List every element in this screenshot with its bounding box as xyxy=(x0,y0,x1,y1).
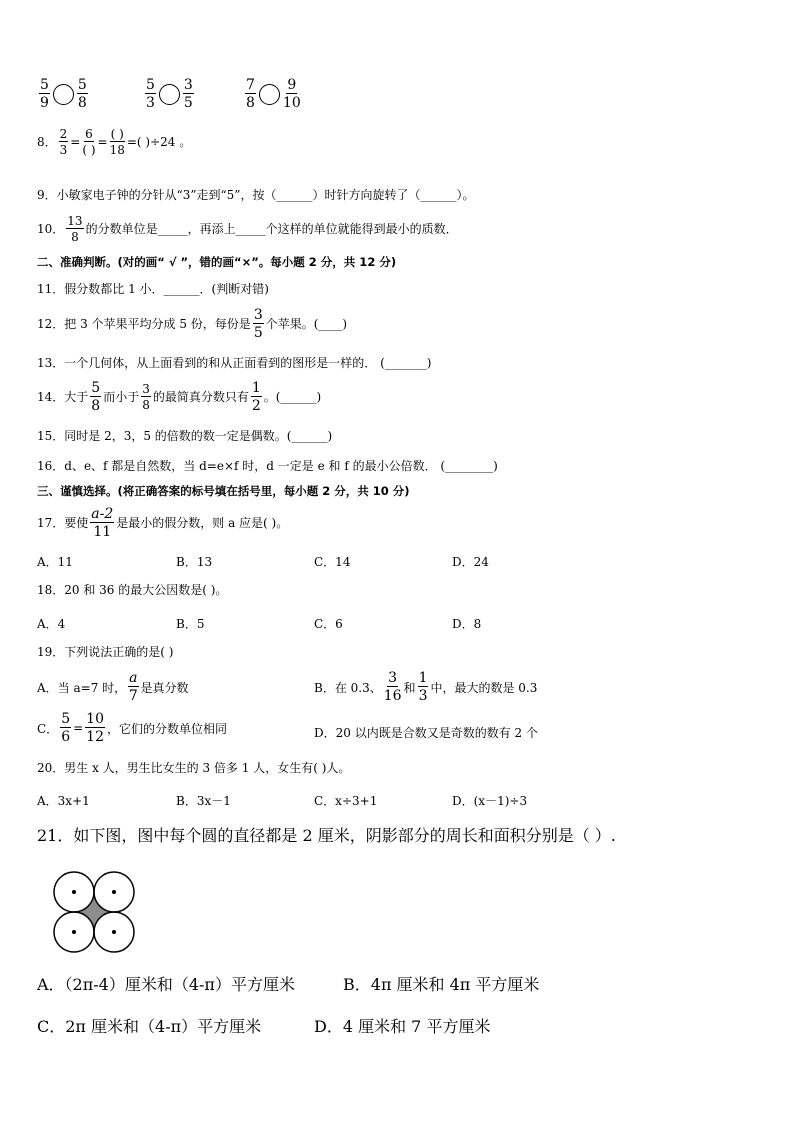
center-dot xyxy=(72,930,76,934)
q19-option-b[interactable]: B．在 0.3、 $\frac{3}{16}$ 和 $\frac{1}{3}$ 中，最大的数是 0.3 xyxy=(314,670,538,704)
q20-option-b[interactable]: B．3x－1 xyxy=(176,794,231,808)
q21-option-b[interactable]: B．4π 厘米和 4π 平方厘米 xyxy=(343,975,540,994)
q18-option-d[interactable]: D．8 xyxy=(452,617,482,631)
question-19: 19．下列说法正确的是( ) xyxy=(37,645,174,659)
center-dot xyxy=(72,890,76,894)
q18-option-a[interactable]: A．4 xyxy=(37,617,66,631)
q20-option-c[interactable]: C．x÷3+1 xyxy=(314,794,378,808)
q17-option-a[interactable]: A．11 xyxy=(37,555,73,569)
center-dot xyxy=(112,930,116,934)
question-9: 9．小敏家电子钟的分针从“3”走到“5”，按（______）时针方向旋转了（______）。 xyxy=(37,188,475,202)
question-12: 12．把 3 个苹果平均分成 5 份，每份是 $\frac{3}{5}$ 个苹果。(____) xyxy=(37,307,348,341)
compare-circle[interactable] xyxy=(259,84,280,105)
question-20: 20．男生 x 人，男生比女生的 3 倍多 1 人，女生有( )人。 xyxy=(37,761,351,775)
q17-option-b[interactable]: B．13 xyxy=(176,555,213,569)
section-2-heading: 二、准确判断。(对的画“ √ ”，错的画“×”。每小题 2 分，共 12 分) xyxy=(37,255,397,269)
q18-option-c[interactable]: C．6 xyxy=(314,617,343,631)
question-10: 10． $\frac{13}{8}$ 的分数单位是_____，再添上_____个这样的单位就能得到最小的质数． xyxy=(37,214,458,244)
compare-row-c: $\frac{7}{8}$ $\frac{9}{10}$ xyxy=(246,77,301,111)
question-16: 16．d、e、f 都是自然数，当 d=e×f 时，d 一定是 e 和 f 的最小公倍数． (________) xyxy=(37,459,498,473)
q21-option-d[interactable]: D．4 厘米和 7 平方厘米 xyxy=(314,1017,491,1036)
q17-option-c[interactable]: C．14 xyxy=(314,555,351,569)
q18-option-b[interactable]: B．5 xyxy=(176,617,205,631)
section-3-heading: 三、谨慎选择。(将正确答案的标号填在括号里，每小题 2 分，共 10 分) xyxy=(37,484,410,498)
q17-option-d[interactable]: D．24 xyxy=(452,555,489,569)
question-8: 8． $\frac{2}{3}$ = $\frac{6}{( )}$ = $\frac{( )}{18}$ =( )÷24 。 xyxy=(37,127,192,157)
q21-option-a[interactable]: A．（2π-4）厘米和（4-π）平方厘米 xyxy=(37,975,295,994)
question-18: 18．20 和 36 的最大公因数是( )。 xyxy=(37,583,228,597)
q19-option-d[interactable]: D．20 以内既是合数又是奇数的数有 2 个 xyxy=(314,726,538,740)
question-14: 14．大于 $\frac{5}{8}$ 而小于 $\frac{3}{8}$ 的最简真分数只有 $\frac{1}{2}$ 。(______) xyxy=(37,380,322,414)
four-circles-figure xyxy=(50,868,140,958)
center-dot xyxy=(112,890,116,894)
compare-row-b: $\frac{5}{3}$ $\frac{3}{5}$ xyxy=(146,77,193,111)
question-15: 15．同时是 2，3，5 的倍数的数一定是偶数。(______) xyxy=(37,429,333,443)
q19-option-c[interactable]: C． $\frac{5}{6}$ = $\frac{10}{12}$ ，它们的分数单位相同 xyxy=(37,711,228,745)
compare-circle[interactable] xyxy=(53,84,74,105)
q19-option-a[interactable]: A．当 a=7 时， $\frac{a}{7}$ 是真分数 xyxy=(37,670,189,704)
question-13: 13．一个几何体，从上面看到的和从正面看到的图形是一样的． (_______) xyxy=(37,356,432,370)
question-21: 21．如下图，图中每个圆的直径都是 2 厘米，阴影部分的周长和面积分别是（ ）. xyxy=(37,826,616,845)
q20-option-a[interactable]: A．3x+1 xyxy=(37,794,90,808)
compare-row-a: $\frac{5}{9}$ $\frac{5}{8}$ xyxy=(40,77,87,111)
q21-option-c[interactable]: C．2π 厘米和（4-π）平方厘米 xyxy=(37,1017,262,1036)
question-17: 17．要使 $\frac{a-2}{11}$ 是最小的假分数，则 a 应是( )。 xyxy=(37,506,289,540)
q20-option-d[interactable]: D．(x－1)÷3 xyxy=(452,794,528,808)
question-11: 11．假分数都比 1 小．______．(判断对错) xyxy=(37,282,269,296)
compare-circle[interactable] xyxy=(159,84,180,105)
